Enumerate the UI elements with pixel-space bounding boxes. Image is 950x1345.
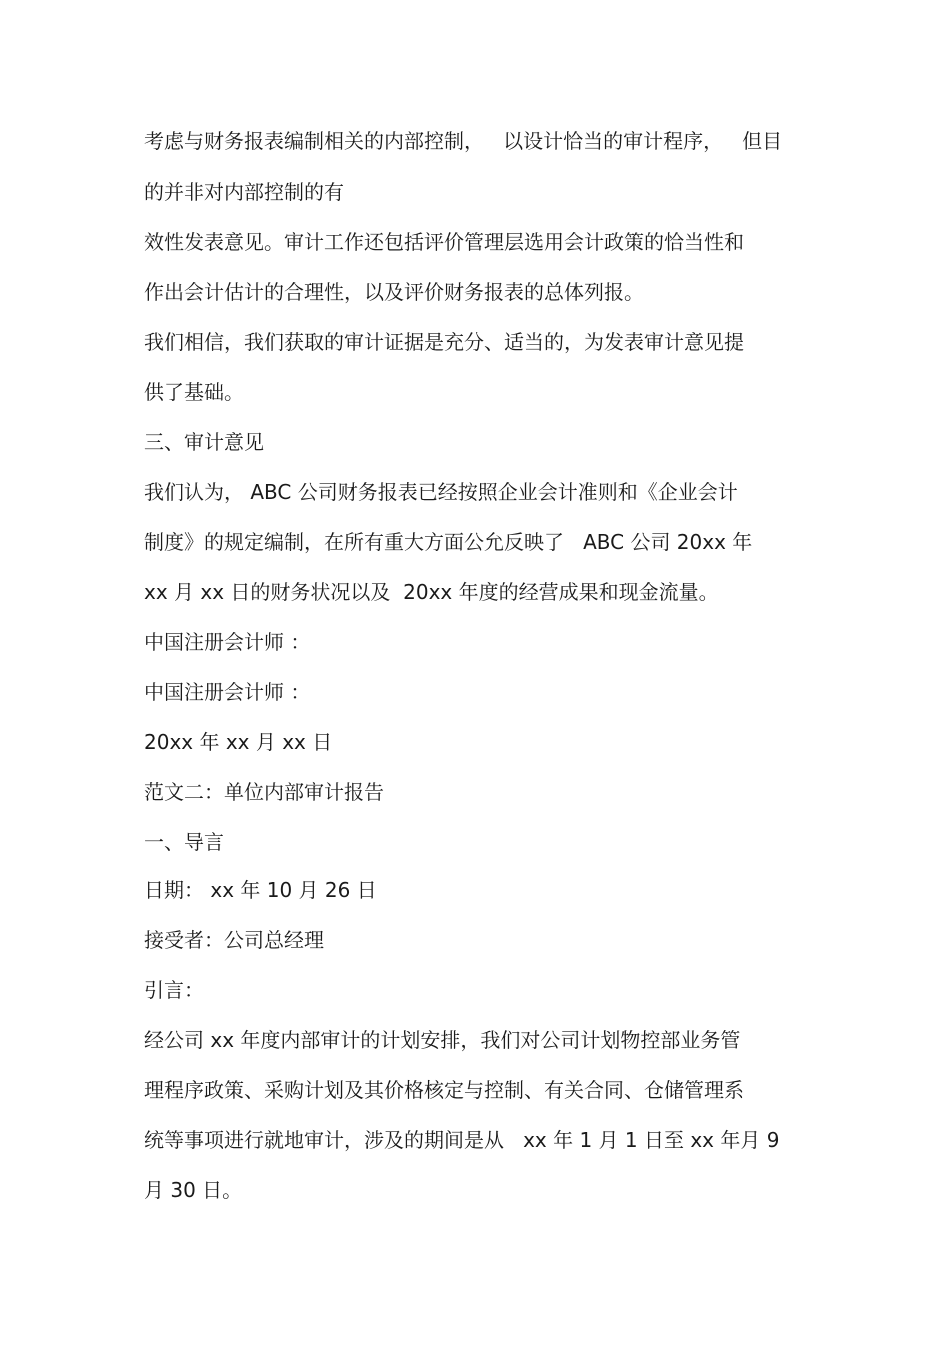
date-line: 日期： xx 年 10 月 26 日 xyxy=(144,878,377,902)
intro-label: 引言： xyxy=(144,978,204,1002)
text-line: xx 月 xx 日的财务状况以及 20xx 年度的经营成果和现金流量。 xyxy=(144,580,719,604)
text-line: 考虑与财务报表编制相关的内部控制， 以设计恰当的审计程序， 但目 xyxy=(144,129,783,153)
section-heading: 三、审计意见 xyxy=(144,430,264,454)
text-line: 供了基础。 xyxy=(144,380,244,404)
text-line: 我们相信，我们获取的审计证据是充分、适当的，为发表审计意见提 xyxy=(144,330,744,354)
signature-label: 中国注册会计师 ： xyxy=(144,680,311,704)
report-date: 20xx 年 xx 月 xx 日 xyxy=(144,730,333,754)
signature-label: 中国注册会计师 ： xyxy=(144,630,311,654)
recipient-line: 接受者：公司总经理 xyxy=(144,928,324,952)
text-line: 的并非对内部控制的有 xyxy=(144,180,344,204)
text-line: 效性发表意见。审计工作还包括评价管理层选用会计政策的恰当性和 xyxy=(144,230,744,254)
text-line: 理程序政策、采购计划及其价格核定与控制、有关合同、仓储管理系 xyxy=(144,1078,744,1102)
section-heading: 范文二：单位内部审计报告 xyxy=(144,780,384,804)
text-line: 作出会计估计的合理性，以及评价财务报表的总体列报。 xyxy=(144,280,644,304)
text-line: 经公司 xx 年度内部审计的计划安排，我们对公司计划物控部业务管 xyxy=(144,1028,741,1052)
text-line: 制度》的规定编制，在所有重大方面公允反映了 ABC 公司 20xx 年 xyxy=(144,530,753,554)
section-heading: 一、导言 xyxy=(144,830,224,854)
text-line: 月 30 日。 xyxy=(144,1178,243,1202)
text-line: 统等事项进行就地审计，涉及的期间是从 xx 年 1 月 1 日至 xx 年月 9 xyxy=(144,1128,780,1152)
text-line: 我们认为， ABC 公司财务报表已经按照企业会计准则和《企业会计 xyxy=(144,480,738,504)
